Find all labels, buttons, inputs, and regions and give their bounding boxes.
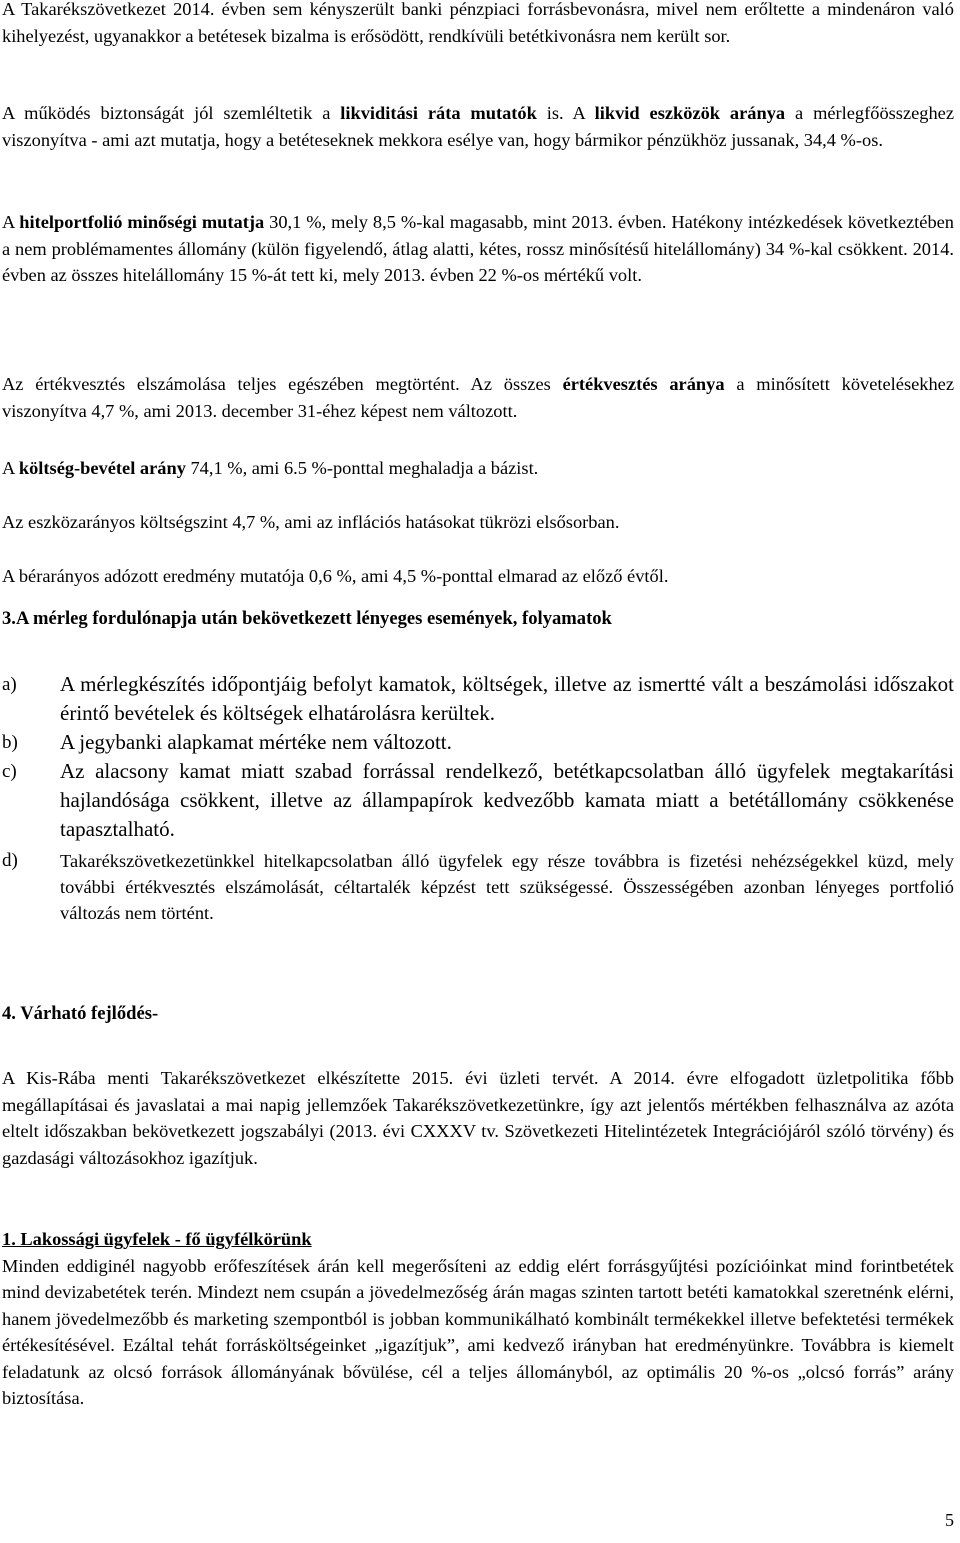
text-span: Az értékvesztés elszámolása teljes egészében megtörtént. Az összes bbox=[2, 374, 563, 394]
bold-term: értékvesztés aránya bbox=[562, 374, 725, 394]
subsection-heading: 1. Lakossági ügyfelek - fő ügyfélkörünk bbox=[2, 1229, 312, 1249]
subsection-retail bbox=[2, 1226, 954, 1412]
paragraph-liquidity bbox=[2, 100, 954, 153]
page-number: 5 bbox=[945, 1510, 954, 1530]
text-span: a minősített követelésekhez viszonyítva 4,7 %, ami 2013. december 31-éhez képest nem változott. bbox=[2, 374, 954, 421]
list-item-text: Az alacsony kamat miatt szabad forrással rendelkező, betétkapcsolatban álló ügyfelek megtakarítási hajlandósága csökkent, illetve az állampapírok kedvezőbb kamata miatt a betétállomány csökkenése tapasztalható. bbox=[60, 759, 954, 841]
paragraph-intro: A Takarékszövetkezet 2014. évben sem kényszerült banki pénzpiaci forrásbevonásra, mivel nem erőltette a mindenáron való kihelyezést, ugyanakkor a betétesek bizalma is erősödött, rendkívüli betétkivonásra nem került sor. bbox=[2, 0, 954, 46]
list-item-text: Takarékszövetkezetünkkel hitelkapcsolatban álló ügyfelek egy része továbbra is fizetési nehézségekkel küzd, mely további értékvesztés elszámolását, céltartalék képzést tett szükségessé. Összességében azonban lényeges portfolió változás nem történt. bbox=[60, 851, 954, 923]
list-item bbox=[2, 757, 954, 844]
paragraph-asset-cost: Az eszközarányos költségszint 4,7 %, ami az inflációs hatásokat tükrözi elsősorban. bbox=[2, 512, 620, 532]
text-span: A bbox=[2, 212, 20, 232]
text-span: A bbox=[2, 458, 19, 478]
list-marker: d) bbox=[2, 850, 18, 871]
text-span: 30,1 %, mely 8,5 %-kal magasabb, mint 2013. évben. Hatékony intézkedések következtében a nem problémamentes állomány (külön figyelendő, átlag alatti, kétes, rossz minősítésű hitelállomány) 34 %-kal csökkent. 2014. évben az összes hitelállomány 15 %-át tett ki, mely 2013. évben 22 %-os mértékű volt. bbox=[2, 212, 955, 285]
paragraph-portfolio bbox=[2, 209, 954, 289]
list-item-text: A jegybanki alapkamat mértéke nem változott. bbox=[60, 730, 452, 754]
paragraph-retail: Minden eddiginél nagyobb erőfeszítések árán kell megerősíteni az eddig elért forrásgyűjtési pozícióinkat mind forintbetétek mind devizabetétek terén. Mindezt nem csupán a jövedelmezőség árán magas szinten tartott betéti kamatokkal szeretnénk elérni, hanem jövedelmezőbb és marketing szempontból is jobban kommunikálható kombinált termékekkel illetve befektetési termékek értékesítésével. Ezáltal tehát forrásköltségeinket „igazítjuk”, ami kedvező irányban hat eredményünkre. Továbbra is kiemelt feladatunk az olcsó források állományának bővülése, cél a teljes állományból, az optimális 20 %-os „olcsó forrás” arány biztosítása. bbox=[2, 1255, 954, 1408]
list-marker: a) bbox=[2, 674, 17, 695]
text-span: is. A bbox=[536, 103, 595, 123]
bold-term: költség-bevétel arány bbox=[18, 458, 186, 478]
list-item bbox=[2, 670, 954, 728]
section-3-heading: 3.A mérleg fordulónapja után bekövetkezett lényeges események, folyamatok bbox=[2, 608, 612, 629]
paragraph-business-plan: A Kis-Rába menti Takarékszövetkezet elkészítette 2015. évi üzleti tervét. A 2014. évre elfogadott üzletpolitika főbb megállapításai és javaslatai a mai napig jellemzőek Takarékszövetkezetünkre, így azt jelentős mértékben felhasználva az azóta eltelt időszakban bekövetkezett jogszabályi (2013. évi CXXXV tv. Szövetkezeti Hitelintézetek Integrációjáról szóló törvény) és gazdasági változásokhoz igazítjuk. bbox=[2, 1068, 954, 1168]
section-4-heading: 4. Várható fejlődés- bbox=[2, 1003, 159, 1024]
paragraph-wage-profit: A bérarányos adózott eredmény mutatója 0,6 %, ami 4,5 %-ponttal elmarad az előző évtől. bbox=[2, 566, 669, 586]
text-span: 74,1 %, ami 6.5 %-ponttal meghaladja a bázist. bbox=[185, 458, 539, 478]
list-marker: c) bbox=[2, 761, 17, 782]
bold-term: hitelportfolió minőségi mutatja bbox=[19, 212, 265, 232]
list-marker: b) bbox=[2, 732, 18, 753]
paragraph-impairment bbox=[2, 371, 954, 424]
bold-term: likvid eszközök aránya bbox=[594, 103, 786, 123]
section-3-list bbox=[2, 670, 954, 926]
text-span: A működés biztonságát jól szemléltetik a bbox=[2, 103, 341, 123]
paragraph-cost-income bbox=[2, 455, 954, 482]
bold-term: likviditási ráta mutatók bbox=[340, 103, 537, 123]
list-item bbox=[2, 848, 954, 926]
list-item bbox=[2, 728, 954, 757]
text-span: a mérlegfőösszeghez viszonyítva - ami azt mutatja, hogy a betéteseknek mekkora esélye van, hogy bármikor pénzükhöz jussanak, 34,4 %-os. bbox=[2, 103, 954, 150]
list-item-text: A mérlegkészítés időpontjáig befolyt kamatok, költségek, illetve az ismertté vált a beszámolási időszakot érintő bevételek és költségek elhatárolásra kerültek. bbox=[60, 672, 954, 725]
